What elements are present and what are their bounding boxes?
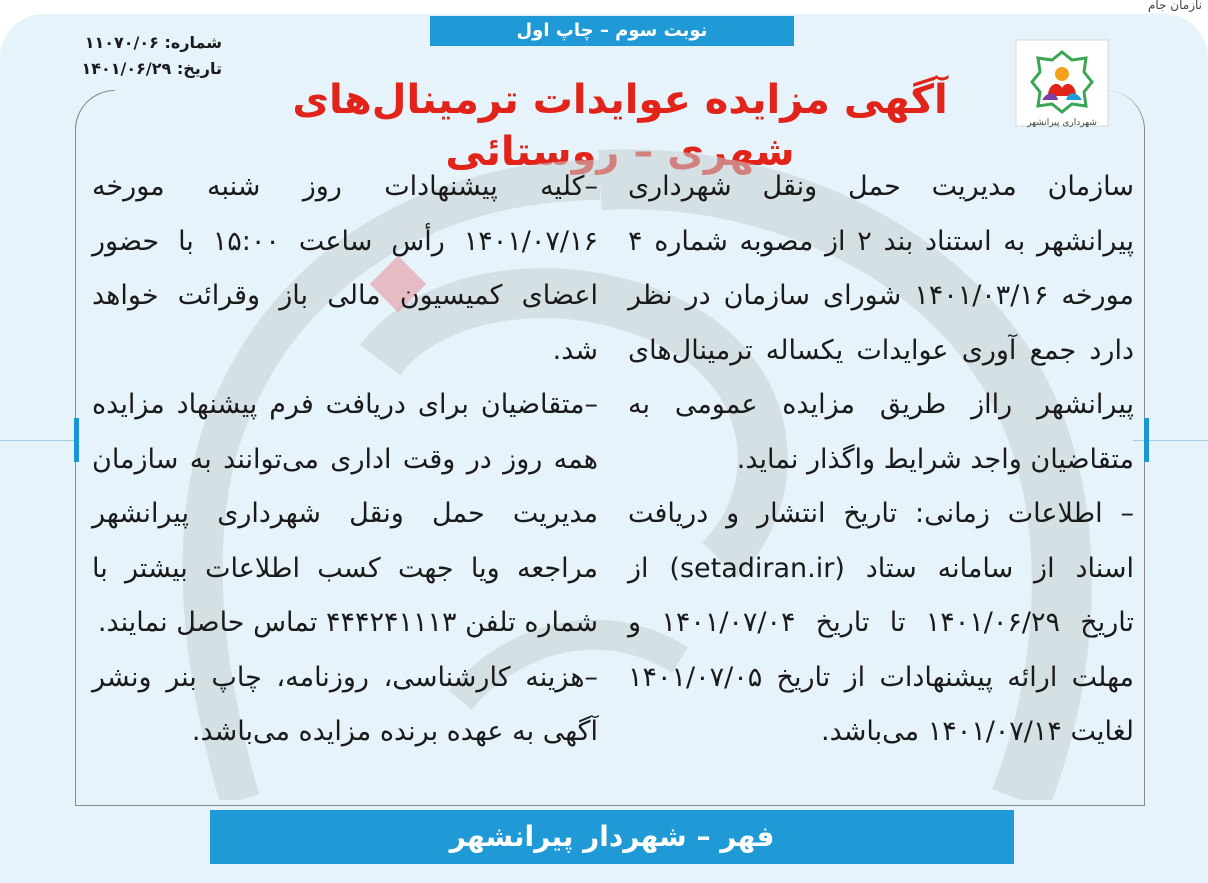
- announcement-title: آگهی مزایده عوایدات ترمینال‌های شهری – روستائی: [292, 77, 948, 175]
- date-value: ۱۴۰۱/۰۶/۲۹: [81, 59, 172, 78]
- contact-paragraph: –متقاضیان برای دریافت فرم پیشنهاد مزایده همه روز در وقت اداری می‌توانند به سازمان مدیریت حمل ونقل شهرداری پیرانشهر مراجعه ویا جهت کسب اطلاعات بیشتر با شماره تلفن ۴۴۴۲۴۱۱۱۳ تماس حاصل نمایند.: [92, 389, 598, 638]
- schedule-paragraph: [628, 487, 1134, 760]
- body-column-right: [628, 160, 1134, 760]
- costs-paragraph: –هزینه کارشناسی، روزنامه، چاپ بنر ونشر آگهی به عهده برنده مزایده می‌باشد.: [92, 661, 598, 747]
- body-column-left: [92, 160, 598, 760]
- date-label: تاریخ:: [176, 59, 222, 78]
- reference-info: [22, 30, 222, 82]
- schedule-text-end: ) از تاریخ ۱۴۰۱/۰۶/۲۹ تا تاریخ ۱۴۰۱/۰۷/۰۴ و مهلت ارائه پیشنهادات از تاریخ ۱۴۰۱/۰۷/۰۵ لغایت ۱۴۰۱/۰۷/۱۴ می‌باشد.: [628, 552, 1135, 747]
- accent-bar-left: [74, 418, 79, 462]
- schedule-text-start: – اطلاعات زمانی: تاریخ انتشار و دریافت اسناد از سامانه ستاد (: [628, 498, 1134, 584]
- opening-paragraph: –کلیه پیشنهادات روز شنبه مورخه ۱۴۰۱/۰۷/۱۶ رأس ساعت ۱۵:۰۰ با حضور اعضای کمیسیون مالی باز وقرائت خواهد شد.: [92, 171, 598, 366]
- reference-date: [22, 56, 222, 82]
- corner-text: نازمان جام: [1147, 0, 1202, 12]
- setad-website-link[interactable]: setadiran.ir: [679, 552, 835, 584]
- edition-banner: نوبت سوم – چاپ اول: [430, 16, 794, 46]
- accent-bar-right: [1144, 418, 1149, 462]
- intro-paragraph: سازمان مدیریت حمل ونقل شهرداری پیرانشهر به استناد بند ۲ از مصوبه شماره ۴ مورخه ۱۴۰۱/۰۳/۱۶ شورای سازمان در نظر دارد جمع آوری عوایدات یکساله ترمینال‌های پیرانشهر رااز طریق مزایده عمومی به متقاضیان واجد شرایط واگذار نماید.: [628, 171, 1134, 475]
- logo-caption: شهرداری پیرانشهر: [1027, 118, 1097, 128]
- number-label: شماره:: [164, 33, 222, 52]
- number-value: ۱۱۰۷۰/۰۶: [84, 33, 159, 52]
- reference-number: [22, 30, 222, 56]
- signature-banner: فهر – شهردار پیرانشهر: [210, 810, 1014, 864]
- divider-left: [0, 440, 75, 441]
